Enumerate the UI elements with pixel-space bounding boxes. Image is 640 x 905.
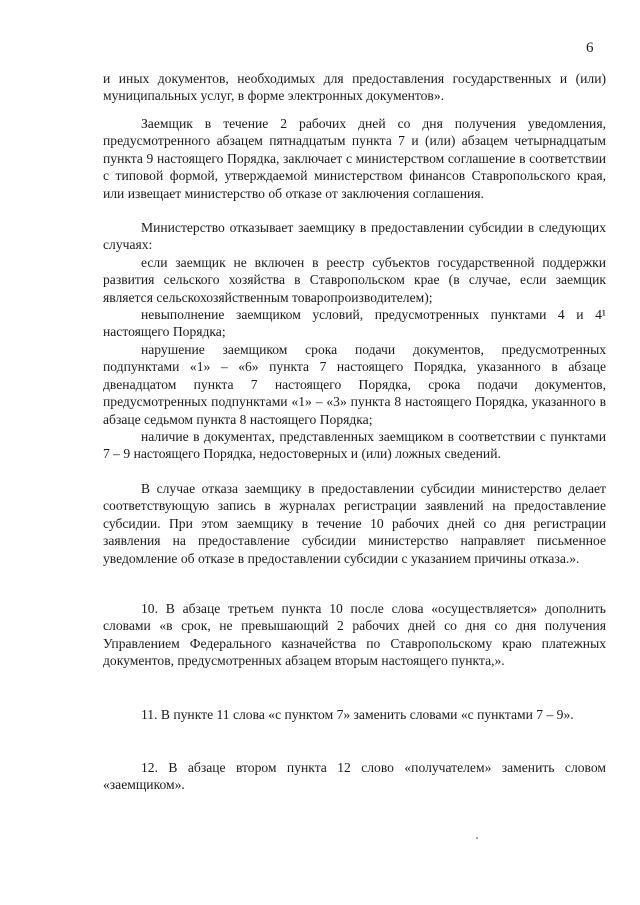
- paragraph-case-false-data: наличие в документах, представленных заемщиком в соответствии с пунктами 7 – 9 настоящего Порядка, недостоверных и (или) ложных сведений.: [103, 429, 606, 462]
- paragraph-item-12: 12. В абзаце втором пункта 12 слово «получателем» заменить словом «заемщиком».: [103, 760, 606, 793]
- paragraph-item-10: 10. В абзаце третьем пункта 10 после слова «осуществляется» дополнить словами «в срок, не превышающий 2 рабочих дней со дня со дня получения Управлением Федерального казначейства по Ставропольскому краю платежных документов, предусмотренных абзацем вторым настоящего пункта,».: [103, 601, 606, 669]
- paragraph-refusal-cases: Министерство отказывает заемщику в предоставлении субсидии в следующих случаях:: [103, 220, 606, 253]
- paragraph-case-deadline: нарушение заемщиком срока подачи документов, предусмотренных подпунктами «1» – «6» пункта 7 настоящего Порядка, указанного в абзаце двенадцатом пункта 7 настоящего Порядка, срока подачи документов, предусмотренных подпунктами «1» – «3» пункта 8 настоящего Порядка, указанного в абзаце седьмом пункта 8 настоящего Порядка;: [103, 342, 606, 427]
- paragraph-case-conditions: невыполнение заемщиком условий, предусмотренных пунктами 4 и 4¹ настоящего Порядка;: [103, 307, 606, 340]
- page-number: 6: [586, 40, 594, 56]
- paragraph-refusal-record: В случае отказа заемщику в предоставлении субсидии министерство делает соответствующую запись в журналах регистрации заявлений на предоставление субсидии. При этом заемщику в течение 10 рабочих дней со дня регистрации заявления на предоставление субсидии министерство направляет письменное уведомление об отказе в предоставлении субсидии с указанием причины отказа.».: [103, 481, 606, 566]
- scan-speck: [476, 837, 478, 839]
- paragraph-case-registry: если заемщик не включен в реестр субъектов государственной поддержки развития сельского хозяйства в Ставропольском крае (в случае, если заемщик является сельскохозяйственным товаропроизводителем);: [103, 255, 606, 305]
- paragraph-item-11: 11. В пункте 11 слова «с пунктом 7» заменить словами «с пунктами 7 – 9».: [141, 707, 574, 722]
- paragraph-intro-continuation: и иных документов, необходимых для предоставления государственных и (или) муниципальных услуг, в форме электронных документов».: [103, 71, 606, 104]
- paragraph-agreement-term: Заемщик в течение 2 рабочих дней со дня получения уведомления, предусмотренного абзацем пятнадцатым пункта 7 и (или) абзацем четырнадцатым пункта 9 настоящего Порядка, заключает с министерством соглашение в соответствии с типовой формой, утверждаемой министерством финансов Ставропольского края, или извещает министерство об отказе от заключения соглашения.: [103, 116, 606, 201]
